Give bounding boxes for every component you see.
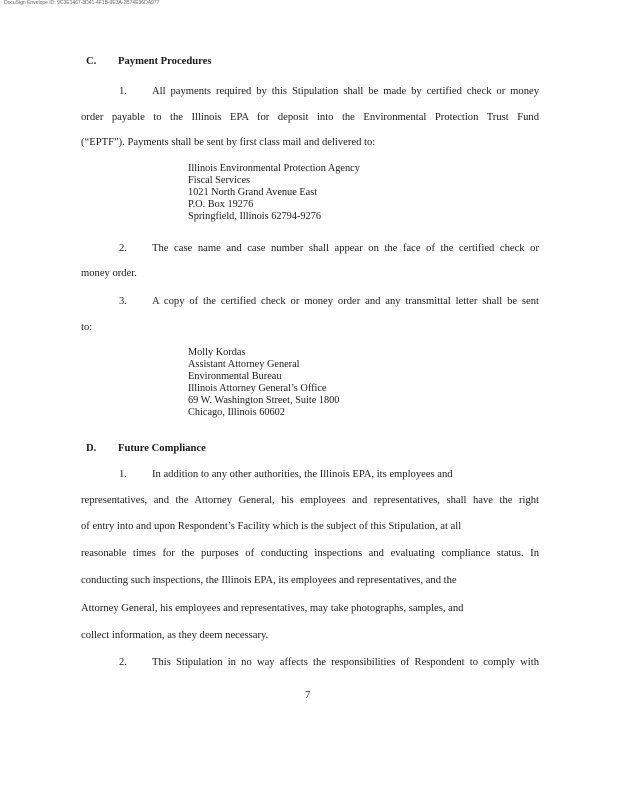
d-p1-line7: collect information, as they deem necessary. (81, 630, 269, 641)
c-p2-line2: money order. (81, 268, 137, 279)
section-d-title: Future Compliance (118, 443, 206, 454)
address2-line: Illinois Attorney General’s Office (188, 383, 327, 394)
docusign-envelope-id: DocuSign Envelope ID: 9C3E1467-3D41-4F1B-9E3A-2B74E36DA977 (4, 0, 160, 6)
address2-line: Chicago, Illinois 60602 (188, 407, 285, 418)
c-p3-line2: to: (81, 322, 93, 333)
address1-line: Springfield, Illinois 62794-9276 (188, 211, 321, 222)
section-c-title: Payment Procedures (118, 56, 212, 67)
d-p1-number: 1. (119, 469, 127, 480)
c-p3-number: 3. (119, 296, 127, 307)
address2-line: Molly Kordas (188, 347, 246, 358)
d-p2-line1: This Stipulation in no way affects the responsibilities of Respondent to comply with (152, 657, 539, 668)
d-p1-line4: reasonable times for the purposes of conducting inspections and evaluating compliance status. In (81, 548, 539, 559)
address2-line: Environmental Bureau (188, 371, 282, 382)
d-p1-line3: of entry into and upon Respondent’s Facility which is the subject of this Stipulation, at all (81, 521, 462, 532)
d-p2-number: 2. (119, 657, 127, 668)
c-p1-number: 1. (119, 86, 127, 97)
epa-address-block (188, 163, 360, 223)
section-d-letter: D. (86, 443, 97, 454)
address1-line: 1021 North Grand Avenue East (188, 187, 318, 198)
c-p2-number: 2. (119, 243, 127, 254)
c-p1-line3: (“EPTF”). Payments shall be sent by first class mail and delivered to: (81, 137, 376, 148)
c-p3-line1: A copy of the certified check or money order and any transmittal letter shall be sent (152, 296, 539, 307)
d-p1-line5: conducting such inspections, the Illinois EPA, its employees and representatives, and the (81, 575, 457, 586)
page-number: 7 (305, 690, 311, 701)
d-p1-line1: In addition to any other authorities, the Illinois EPA, its employees and (152, 469, 453, 480)
section-c-letter: C. (86, 56, 97, 67)
address1-line: P.O. Box 19276 (188, 199, 254, 210)
address1-line: Fiscal Services (188, 175, 251, 186)
attorney-address-block (188, 347, 339, 419)
d-p1-line2: representatives, and the Attorney General, his employees and representatives, shall have the right (81, 495, 539, 506)
address2-line: 69 W. Washington Street, Suite 1800 (188, 395, 340, 406)
c-p2-line1: The case name and case number shall appear on the face of the certified check or (152, 243, 539, 254)
address2-line: Assistant Attorney General (188, 359, 300, 370)
c-p1-line2: order payable to the Illinois EPA for deposit into the Environmental Protection Trust Fund (81, 112, 539, 123)
address1-line: Illinois Environmental Protection Agency (188, 163, 360, 174)
d-p1-line6: Attorney General, his employees and representatives, may take photographs, samples, and (81, 603, 464, 614)
c-p1-line1: All payments required by this Stipulation shall be made by certified check or money (152, 86, 539, 97)
